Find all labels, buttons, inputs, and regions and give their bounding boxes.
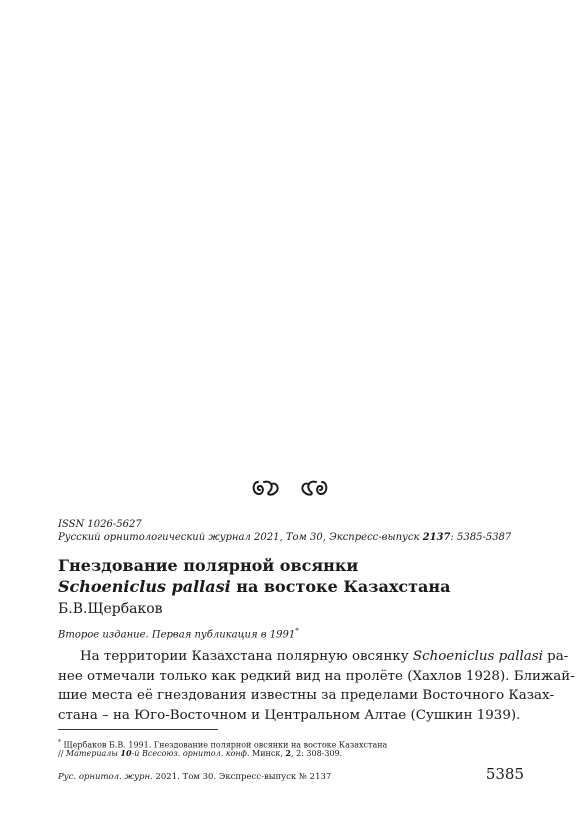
body-line-1 <box>58 647 569 667</box>
title-line-1: Гнездование полярной овсянки <box>58 556 359 575</box>
body-line-2: нее отмечали только как редкий вид на пролёте (Хахлов 1928). Ближай- <box>58 668 575 684</box>
title-line-2 <box>58 576 450 597</box>
footnote-1-mark: * <box>58 739 61 746</box>
body-line-1-text: На территории Казахстана полярную овсянку <box>80 649 413 664</box>
article-body <box>58 647 575 725</box>
footnote-2-source: Материалы <box>63 749 121 758</box>
footnote-2-pages: , 2: 308-309. <box>291 749 343 758</box>
journal-prefix: Русский орнитологический журнал 2021, Том 30, Экспресс-выпуск <box>58 532 423 543</box>
author: Б.В.Щербаков <box>58 601 163 617</box>
footnote-2-mark: // <box>58 749 64 758</box>
journal-citation <box>58 531 511 544</box>
issue-number: 2137 <box>422 532 451 543</box>
page-number: 5385 <box>485 765 524 783</box>
journal-pages: : 5385-5387 <box>450 532 512 543</box>
fleuron-icon <box>250 476 330 500</box>
footer-citation <box>58 772 331 783</box>
edition-footnote-mark: * <box>295 627 299 635</box>
title-line-2-rest: на востоке Казахстана <box>230 577 451 596</box>
footnote-divider <box>58 729 218 730</box>
decorative-ornament <box>0 476 580 504</box>
footnote-2-source-rest: -й Всесоюз. орнитол. конф. <box>131 749 250 758</box>
footer-info: 2021. Том 30. Экспресс-выпуск № 2137 <box>152 772 332 782</box>
footer-journal-abbr: Рус. орнитол. журн. <box>58 772 153 782</box>
body-line-4: стана – на Юго-Восточном и Центральном Алтае (Сушкин 1939). <box>58 707 521 723</box>
issn: ISSN 1026-5627 <box>58 519 142 530</box>
body-line-1-end: ра- <box>542 649 569 664</box>
footnote-2-conf-number: 10 <box>120 748 132 758</box>
article-title <box>58 555 450 597</box>
footnote-2-volume: 2 <box>285 748 291 758</box>
edition-note <box>58 625 299 641</box>
footnote-2-city: Минск, <box>249 749 286 758</box>
title-species: Schoeniclus pallasi <box>58 577 231 596</box>
footnote-2 <box>58 748 524 759</box>
footnote-1-text: Щербаков Б.В. 1991. Гнездование полярной овсянки на востоке Казахстана <box>61 740 388 750</box>
body-species: Schoeniclus pallasi <box>412 649 543 664</box>
edition-text: Второе издание. Первая публикация в 1991 <box>58 629 296 641</box>
body-line-3: шие места её гнездования известны за пределами Восточного Казах- <box>58 688 555 703</box>
